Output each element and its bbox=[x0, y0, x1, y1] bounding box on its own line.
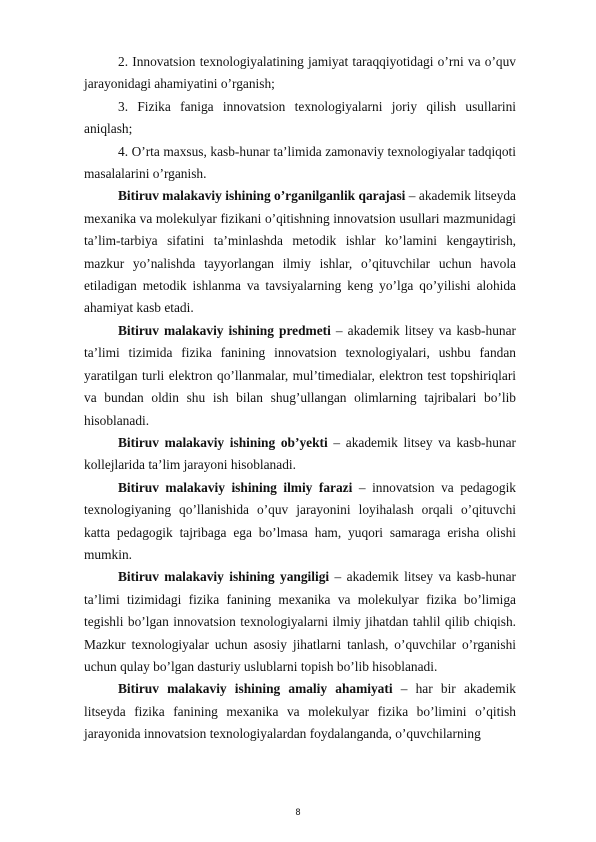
paragraph-objective-4 bbox=[84, 141, 516, 186]
paragraph-text: – har bir akademik litseyda fizika fanining mexanika va molekulyar fizika bo’limini o’qitish jarayonida innovatsion texnologiyalardan foydalanganda, o’quvchilarning bbox=[84, 681, 516, 742]
paragraph-heading: Bitiruv malakaviy ishining ob’yekti bbox=[118, 434, 328, 450]
paragraph-practical-significance bbox=[84, 678, 516, 745]
paragraph-heading: Bitiruv malakaviy ishining ilmiy farazi bbox=[118, 479, 353, 495]
paragraph-text: – innovatsion va pedagogik texnologiyaning qo’llanishida o’quv jarayonini loyihalash orqali o’qituvchi katta pedagogik tajribaga ega bo’lmasa ham, yuqori samaraga erisha olishi mumkin. bbox=[84, 479, 516, 562]
paragraph-heading: Bitiruv malakaviy ishining o’rganilganlik qarajasi bbox=[118, 188, 406, 204]
paragraph-text: 4. O’rta maxsus, kasb-hunar ta’limida zamonaviy texnologiyalar tadqiqoti masalalarini o’rganish. bbox=[84, 143, 516, 182]
paragraph-text: – akademik litseyda mexanika va molekulyar fizikani o’qitishning innovatsion usullari mazmunidagi ta’lim-tarbiya sifatini ta’minlashda metodik ishlar ko’lamini kengaytirish, mazkur yo’nalishda tayyorlangan ilmiy ishlar, o’qituvchilar uchun havola etiladigan metodik ishlanma va tavsiyalarning keng yo’lga qo’yilishi alohida ahamiyat kasb etadi. bbox=[84, 188, 516, 316]
paragraph-text: 2. Innovatsion texnologiyalatining jamiyat taraqqiyotidagi o’rni va o’quv jarayonidagi ahamiyatini o’rganish; bbox=[84, 54, 516, 92]
paragraph-heading: Bitiruv malakaviy ishining predmeti bbox=[118, 322, 331, 338]
paragraph-text: – akademik litsey va kasb-hunar ta’limi tizimidagi fizika fanining mexanika va molekulyar fizika bo’limiga tegishli bo’lgan innovatsion texnologiyalarni ilmiy jihatdan tahlil qilib chiqish. Mazkur texnologiyalar uchun asosiy jihatlarni tanlash, o’quvchilar o’rganishi uchun qulay bo’lgan dasturiy uslublarni topish bo’lib hisoblanadi. bbox=[84, 569, 516, 674]
paragraph-novelty bbox=[84, 566, 516, 678]
paragraph-hypothesis bbox=[84, 477, 516, 567]
paragraph-subject bbox=[84, 320, 516, 432]
paragraph-objective-3 bbox=[84, 96, 516, 141]
paragraph-heading: Bitiruv malakaviy ishining amaliy ahamiyati bbox=[118, 681, 393, 697]
document-body bbox=[84, 51, 516, 746]
paragraph-text: – akademik litsey va kasb-hunar kollejlarida ta’lim jarayoni hisoblanadi. bbox=[84, 434, 516, 473]
page-number: 8 bbox=[295, 807, 301, 817]
paragraph-text: – akademik litsey va kasb-hunar ta’limi tizimida fizika fanining innovatsion texnologiyalari, ushbu fandan yaratilgan turli elektron qo’llanmalar, mul’timedialar, elektron test topshiriqlari va bundan oldin shu ish bilan shug’ullangan olimlarning tajribalari bo’lib hisoblanadi. bbox=[84, 322, 516, 428]
paragraph-objective-2 bbox=[84, 51, 516, 96]
paragraph-heading: Bitiruv malakaviy ishining yangiligi bbox=[118, 569, 330, 585]
paragraph-object bbox=[84, 432, 516, 477]
paragraph-research-degree bbox=[84, 185, 516, 319]
paragraph-text: 3. Fizika faniga innovatsion texnologiyalarni joriy qilish usullarini aniqlash; bbox=[84, 98, 516, 137]
